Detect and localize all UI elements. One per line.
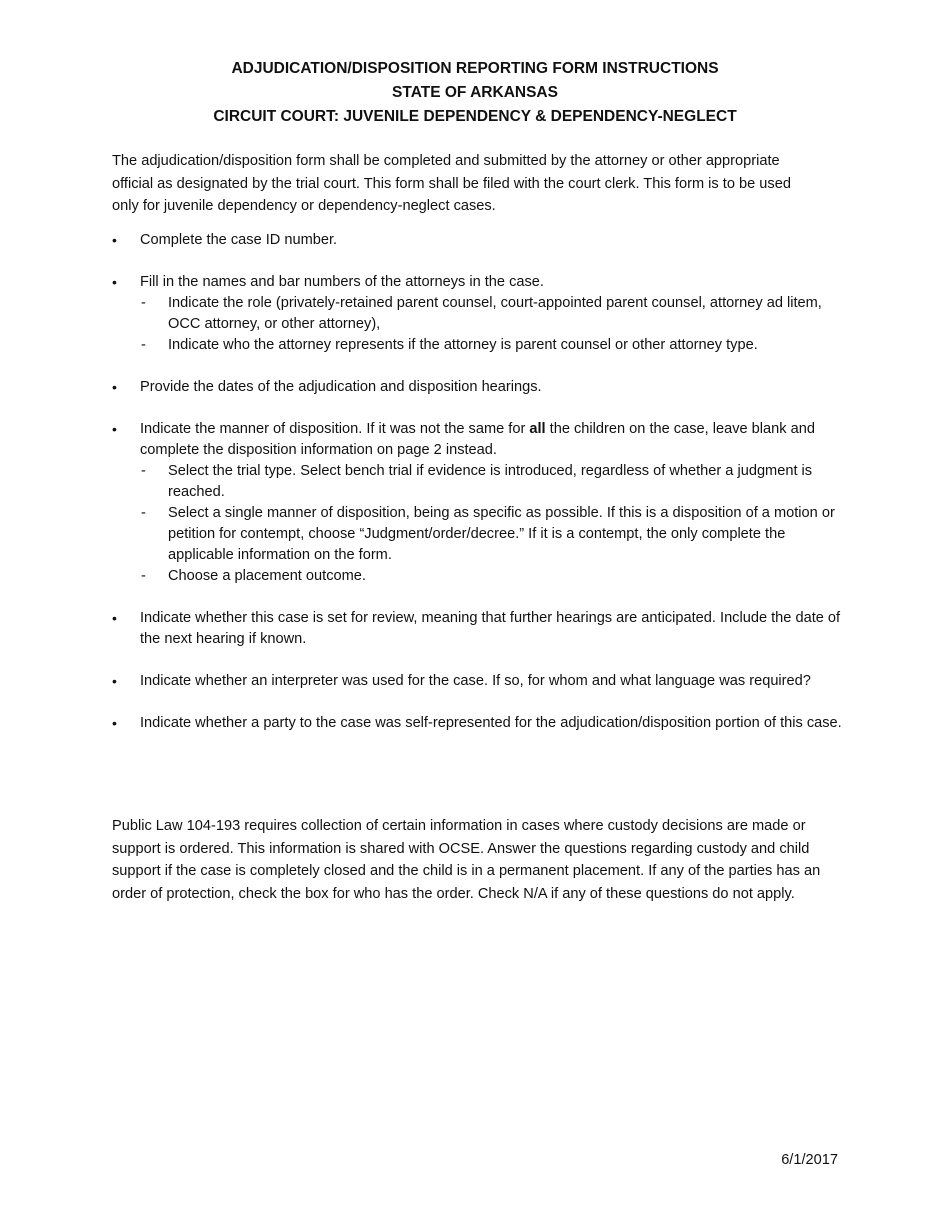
bullet-icon: • [112, 421, 117, 437]
sub-list-item [140, 461, 842, 503]
sub-list-item [140, 503, 842, 566]
instruction-text-part: the children on the case, leave blank and complete the disposition information on page 2 instead. [140, 421, 815, 458]
sub-instruction-text: Choose a placement outcome. [168, 568, 366, 584]
sub-instruction-text: Indicate the role (privately-retained parent counsel, court-appointed parent counsel, attorney ad litem, OCC attorney, or other attorney), [168, 295, 822, 332]
instruction-text: Complete the case ID number. [140, 232, 338, 248]
list-item [112, 713, 842, 734]
instruction-text: Fill in the names and bar numbers of the attorneys in the case. [140, 274, 544, 290]
instruction-text [140, 421, 815, 458]
sub-list [140, 461, 842, 587]
title-line-2: STATE OF ARKANSAS [392, 84, 558, 101]
footer-date: 6/1/2017 [781, 1152, 838, 1168]
title-line-3: CIRCUIT COURT: JUVENILE DEPENDENCY & DEPENDENCY-NEGLECT [213, 108, 737, 125]
dash-icon: - [141, 295, 146, 311]
instruction-text-part: Indicate the manner of disposition. If it was not the same for [140, 421, 530, 437]
closing-paragraph: Public Law 104-193 requires collection of certain information in cases where custody decisions are made or support is ordered. This information is shared with OCSE. Answer the questions regarding custody and child support if the case is completely closed and the child is in a permanent placement. If any of the parties has an order of protection, check the box for who has the order. Check N/A if any of these questions do not apply. [112, 818, 821, 902]
instruction-text: Indicate whether this case is set for review, meaning that further hearings are anticipated. Include the date of the next hearing if known. [140, 610, 841, 647]
list-item [112, 671, 842, 692]
dash-icon: - [141, 463, 146, 479]
list-item [112, 272, 842, 356]
instruction-text: Indicate whether a party to the case was self-represented for the adjudication/disposition portion of this case. [140, 715, 842, 731]
bullet-icon: • [112, 232, 117, 248]
sub-list-item [140, 566, 842, 587]
dash-icon: - [141, 568, 146, 584]
list-item [112, 377, 842, 398]
document-title [0, 57, 950, 129]
list-item [112, 608, 842, 650]
bullet-icon: • [112, 673, 117, 689]
emphasis-all: all [529, 421, 546, 437]
list-item [112, 419, 842, 587]
bullet-icon: • [112, 715, 117, 731]
instruction-text: Provide the dates of the adjudication and disposition hearings. [140, 379, 542, 395]
dash-icon: - [141, 337, 146, 353]
instruction-text: Indicate whether an interpreter was used for the case. If so, for whom and what language was required? [140, 673, 811, 689]
bullet-icon: • [112, 610, 117, 626]
list-item [112, 230, 842, 251]
title-line-1: ADJUDICATION/DISPOSITION REPORTING FORM INSTRUCTIONS [231, 60, 719, 77]
sub-list [140, 293, 842, 356]
sub-instruction-text: Select a single manner of disposition, being as specific as possible. If this is a disposition of a motion or petition for contempt, choose “Judgment/order/decree.” If it is a contempt, the only complete the applicable information on the form. [168, 505, 835, 563]
sub-list-item [140, 293, 842, 335]
intro-paragraph: The adjudication/disposition form shall be completed and submitted by the attorney or other appropriate official as designated by the trial court. This form shall be filed with the court clerk. This form is to be used only for juvenile dependency or dependency-neglect cases. [112, 153, 791, 214]
sub-instruction-text: Select the trial type. Select bench trial if evidence is introduced, regardless of whether a judgment is reached. [168, 463, 813, 500]
sub-list-item [140, 335, 842, 356]
sub-instruction-text: Indicate who the attorney represents if the attorney is parent counsel or other attorney type. [168, 337, 758, 353]
bullet-icon: • [112, 379, 117, 395]
dash-icon: - [141, 505, 146, 521]
instruction-list [112, 230, 842, 755]
bullet-icon: • [112, 274, 117, 290]
